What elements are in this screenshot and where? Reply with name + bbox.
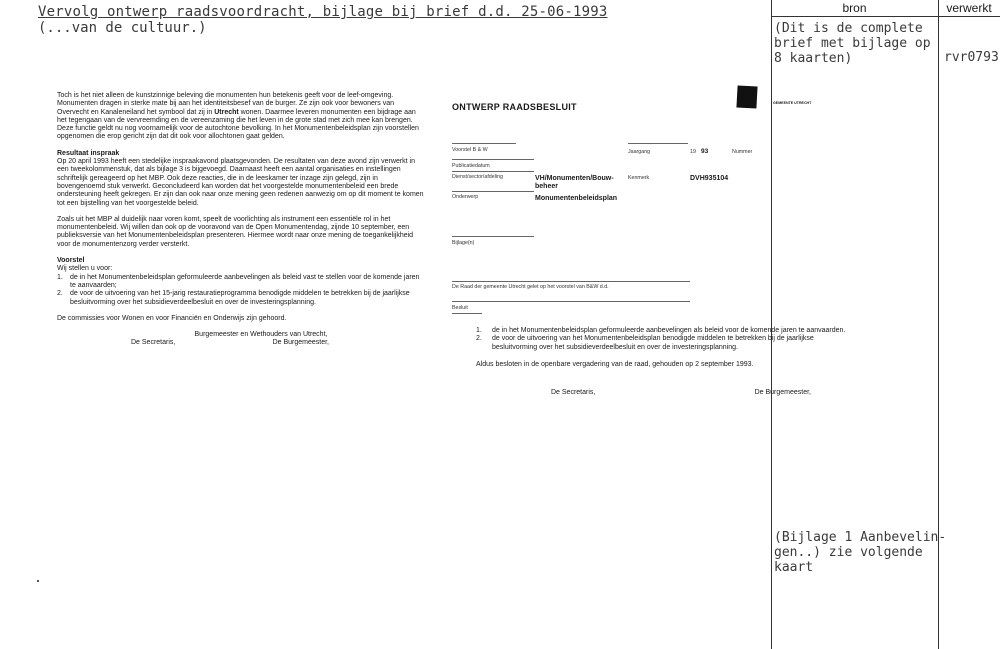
field-rule xyxy=(452,236,534,237)
besluit-body xyxy=(476,327,856,369)
scan-speck xyxy=(37,580,39,582)
field-rule xyxy=(628,143,688,144)
list-item xyxy=(476,335,856,352)
intro-text-b: wonen. Daarmee leveren monumenten een bijdrage aan het tegengaan van de vervreemding en de vereenzaming die het leven in de grote stad met zich mee kan brengen. Deze functie geldt nu nog voornamelijk voor de autochtone bevolking. In het Monumentenbeleidsplan zijn voorstellen opgenomen die erop gericht zijn dat dit ook voor allochtonen gaat gelden. xyxy=(57,108,419,141)
panel-divider-left xyxy=(771,0,772,649)
besluit-list xyxy=(476,327,856,352)
list-item-text: de in het Monumentenbeleidsplan geformuleerde aanbevelingen als beleid vast te stellen voor de komende jaren te aanvaarden; xyxy=(70,273,420,289)
nummer-label: Nummer xyxy=(732,149,753,155)
form-title: ONTWERP RAADSBESLUIT xyxy=(452,102,577,112)
list-item-number: 1. xyxy=(476,327,482,334)
inspraak-paragraph: Op 20 april 1993 heeft een stedelijke inspraakavond plaatsgevonden. De resultaten van deze avond zijn verwerkt in een tweekolommenstuk, dat als bijlage 3 is bijgevoegd. Daarnaast heeft een aantal organisaties en instellingen schriftelijk gereageerd op het MBP. Ook deze reacties, die in de leeskamer ter inzage zijn gelegd, zijn in bovengenoemd stuk verwerkt. Geconcludeerd kan worden dat het voorgestelde monumentenbeleid een brede ondersteuning heeft gekregen. Er zijn dan ook naar onze mening geen redenen aanwezig om op dit moment te komen tot een bijstelling van het voorgestelde beleid. xyxy=(57,158,424,207)
list-item-number: 2. xyxy=(476,335,482,343)
bijlagen-label: Bijlage(n) xyxy=(452,240,475,246)
intro-text-a: Toch is het niet alleen de kunstzinnige beleving die monumenten hun betekenis geeft voor de leef-omgeving. Monumenten dragen in sterke mate bij aan het identiteitsbesef van de burger. Ze zijn ook voor bewoners van Overvecht en Kanaleneiland het symbool dat zij in xyxy=(57,92,394,116)
jaargang-prefix: 19 xyxy=(690,149,696,155)
intro-paragraph xyxy=(57,92,425,142)
form-signature-block xyxy=(551,389,811,396)
processed-code: rvr0793 xyxy=(944,50,999,65)
signature-block xyxy=(57,339,425,347)
field-rule xyxy=(452,143,516,144)
municipality-logo xyxy=(736,85,757,108)
list-item-number: 1. xyxy=(57,273,63,281)
list-item xyxy=(57,290,425,307)
form-signature-secretaris: De Secretaris, xyxy=(551,389,596,396)
header-line-2: (...van de cultuur.) xyxy=(38,20,207,36)
commissies-paragraph: De commissies voor Wonen en voor Financiën en Onderwijs zijn gehoord. xyxy=(57,314,287,322)
list-item xyxy=(57,274,425,291)
voorstel-label: Voorstel B & W xyxy=(452,147,488,153)
jaargang-label: Jaargang xyxy=(628,149,651,155)
field-rule xyxy=(452,191,534,192)
publicatie-label: Publicatiedatum xyxy=(452,163,490,169)
onderwerp-value: Monumentenbeleidsplan xyxy=(535,195,618,202)
list-item-text: de voor de uitvoering van het Monumentenbeleidsplan benodigde middelen te betrekken bij de jaarlijkse besluitvorming over het subsidieverdeelbesluit en over de investeringsplanning. xyxy=(492,335,814,351)
column-header-verwerkt: verwerkt xyxy=(946,1,992,15)
column-header-bron: bron xyxy=(842,1,867,15)
mbp-paragraph: Zoals uit het MBP al duidelijk naar voren komt, speelt de voorlichting als instrument een essentiële rol in het monumentenbeleid. Wij willen dan ook op de vooravond van de Open Monumentendag, zijnde 10 september, een publieksversie van het Monumentenbeleidsplan presenteren. Hiermee wordt naar onze mening de toegankelijkheid voor de monumentenzorg verder versterkt. xyxy=(57,215,414,248)
field-rule xyxy=(452,313,482,314)
raad-text: De Raad der gemeente Utrecht gelet op het voorstel van B&W d.d. xyxy=(452,284,609,290)
letter-column xyxy=(57,92,425,348)
jaargang-value: 93 xyxy=(701,148,709,155)
dienst-value: VH/Monumenten/Bouw- beheer xyxy=(535,175,614,190)
field-rule xyxy=(452,159,534,160)
dienst-label: Dienst/sector/afdeling xyxy=(452,174,503,180)
signature-burgemeester: De Burgemeester, xyxy=(272,339,329,347)
voorstel-heading: Voorstel xyxy=(57,257,85,265)
form-signature-burgemeester: De Burgemeester, xyxy=(754,389,811,396)
municipality-logo-text: GEMEENTE UTRECHT xyxy=(773,101,812,105)
signature-secretaris: De Secretaris, xyxy=(131,339,176,347)
field-rule xyxy=(452,281,690,282)
panel-header-rule xyxy=(771,16,1000,17)
source-note-bottom: (Bijlage 1 Aanbevelin- gen..) zie volgende kaart xyxy=(774,530,947,575)
inspraak-heading: Resultaat inspraak xyxy=(57,149,120,157)
list-item xyxy=(476,327,856,335)
voorstel-list xyxy=(57,274,425,307)
onderwerp-label: Onderwerp xyxy=(452,194,479,200)
list-item-text: de voor de uitvoering van het 15-jarig restauratieprogramma benodigde middelen te betrekken bij de jaarlijkse besluitvorming over het subsidieverdeelbesluit en over de investeringsplanning. xyxy=(70,290,410,306)
list-item-number: 2. xyxy=(57,290,63,298)
kenmerk-value: DVH935104 xyxy=(690,175,729,182)
source-note-top: (Dit is de complete brief met bijlage op 8 kaarten) xyxy=(774,21,931,66)
field-rule xyxy=(452,301,690,302)
signature-line: Burgemeester en Wethouders van Utrecht, xyxy=(194,331,328,339)
kenmerk-label: Kenmerk xyxy=(628,175,650,181)
besluit-label: Besluit xyxy=(452,305,468,311)
intro-text-city: Utrecht xyxy=(214,108,239,116)
header-line-1: Vervolg ontwerp raadsvoordracht, bijlage bij brief d.d. 25-06-1993 xyxy=(38,4,608,20)
list-item-text: de in het Monumentenbeleidsplan geformuleerde aanbevelingen als beleid voor de komende jaren te aanvaarden. xyxy=(492,327,846,334)
voorstel-intro: Wij stellen u voor: xyxy=(57,265,113,273)
aldus-paragraph: Aldus besloten in de openbare vergadering van de raad, gehouden op 2 september 1993. xyxy=(476,360,754,368)
field-rule xyxy=(452,171,534,172)
